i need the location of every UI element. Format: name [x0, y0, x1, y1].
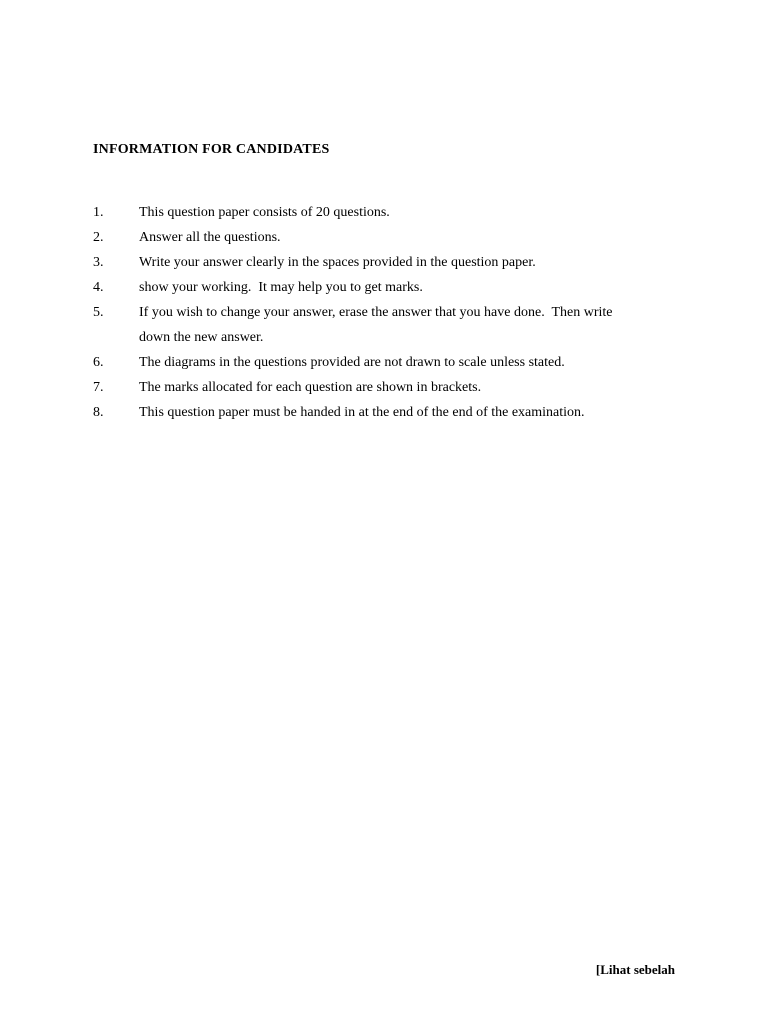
instructions-list	[93, 200, 673, 425]
instruction-text: Write your answer clearly in the spaces provided in the question paper.	[139, 255, 536, 270]
instruction-item	[93, 250, 673, 275]
instruction-number: 2.	[93, 230, 104, 245]
instruction-text: The marks allocated for each question are shown in brackets.	[139, 380, 482, 395]
instruction-item	[93, 275, 673, 300]
instruction-number: 4.	[93, 280, 104, 295]
instruction-item	[93, 200, 673, 225]
page-title: INFORMATION FOR CANDIDATES	[93, 142, 330, 157]
instruction-number: 8.	[93, 405, 104, 420]
instruction-number: 3.	[93, 255, 104, 270]
instruction-text: show your working. It may help you to get marks.	[139, 280, 423, 295]
instruction-number: 6.	[93, 355, 104, 370]
instruction-text: Answer all the questions.	[139, 230, 281, 245]
instruction-number: 1.	[93, 205, 104, 220]
instruction-text: This question paper consists of 20 questions.	[139, 205, 390, 220]
instruction-text: This question paper must be handed in at the end of the end of the examination.	[139, 405, 585, 420]
instruction-number: 7.	[93, 380, 104, 395]
instruction-text	[139, 300, 673, 350]
instruction-text-line: down the new answer.	[139, 330, 264, 345]
instruction-item	[93, 400, 673, 425]
instruction-item	[93, 300, 673, 350]
instruction-text-line: If you wish to change your answer, erase the answer that you have done. Then write	[139, 305, 613, 320]
instruction-number: 5.	[93, 305, 104, 320]
instruction-text: The diagrams in the questions provided are not drawn to scale unless stated.	[139, 355, 565, 370]
footer-turn-page-note: [Lihat sebelah	[595, 962, 675, 977]
instruction-item	[93, 350, 673, 375]
instruction-item	[93, 225, 673, 250]
instruction-item	[93, 375, 673, 400]
